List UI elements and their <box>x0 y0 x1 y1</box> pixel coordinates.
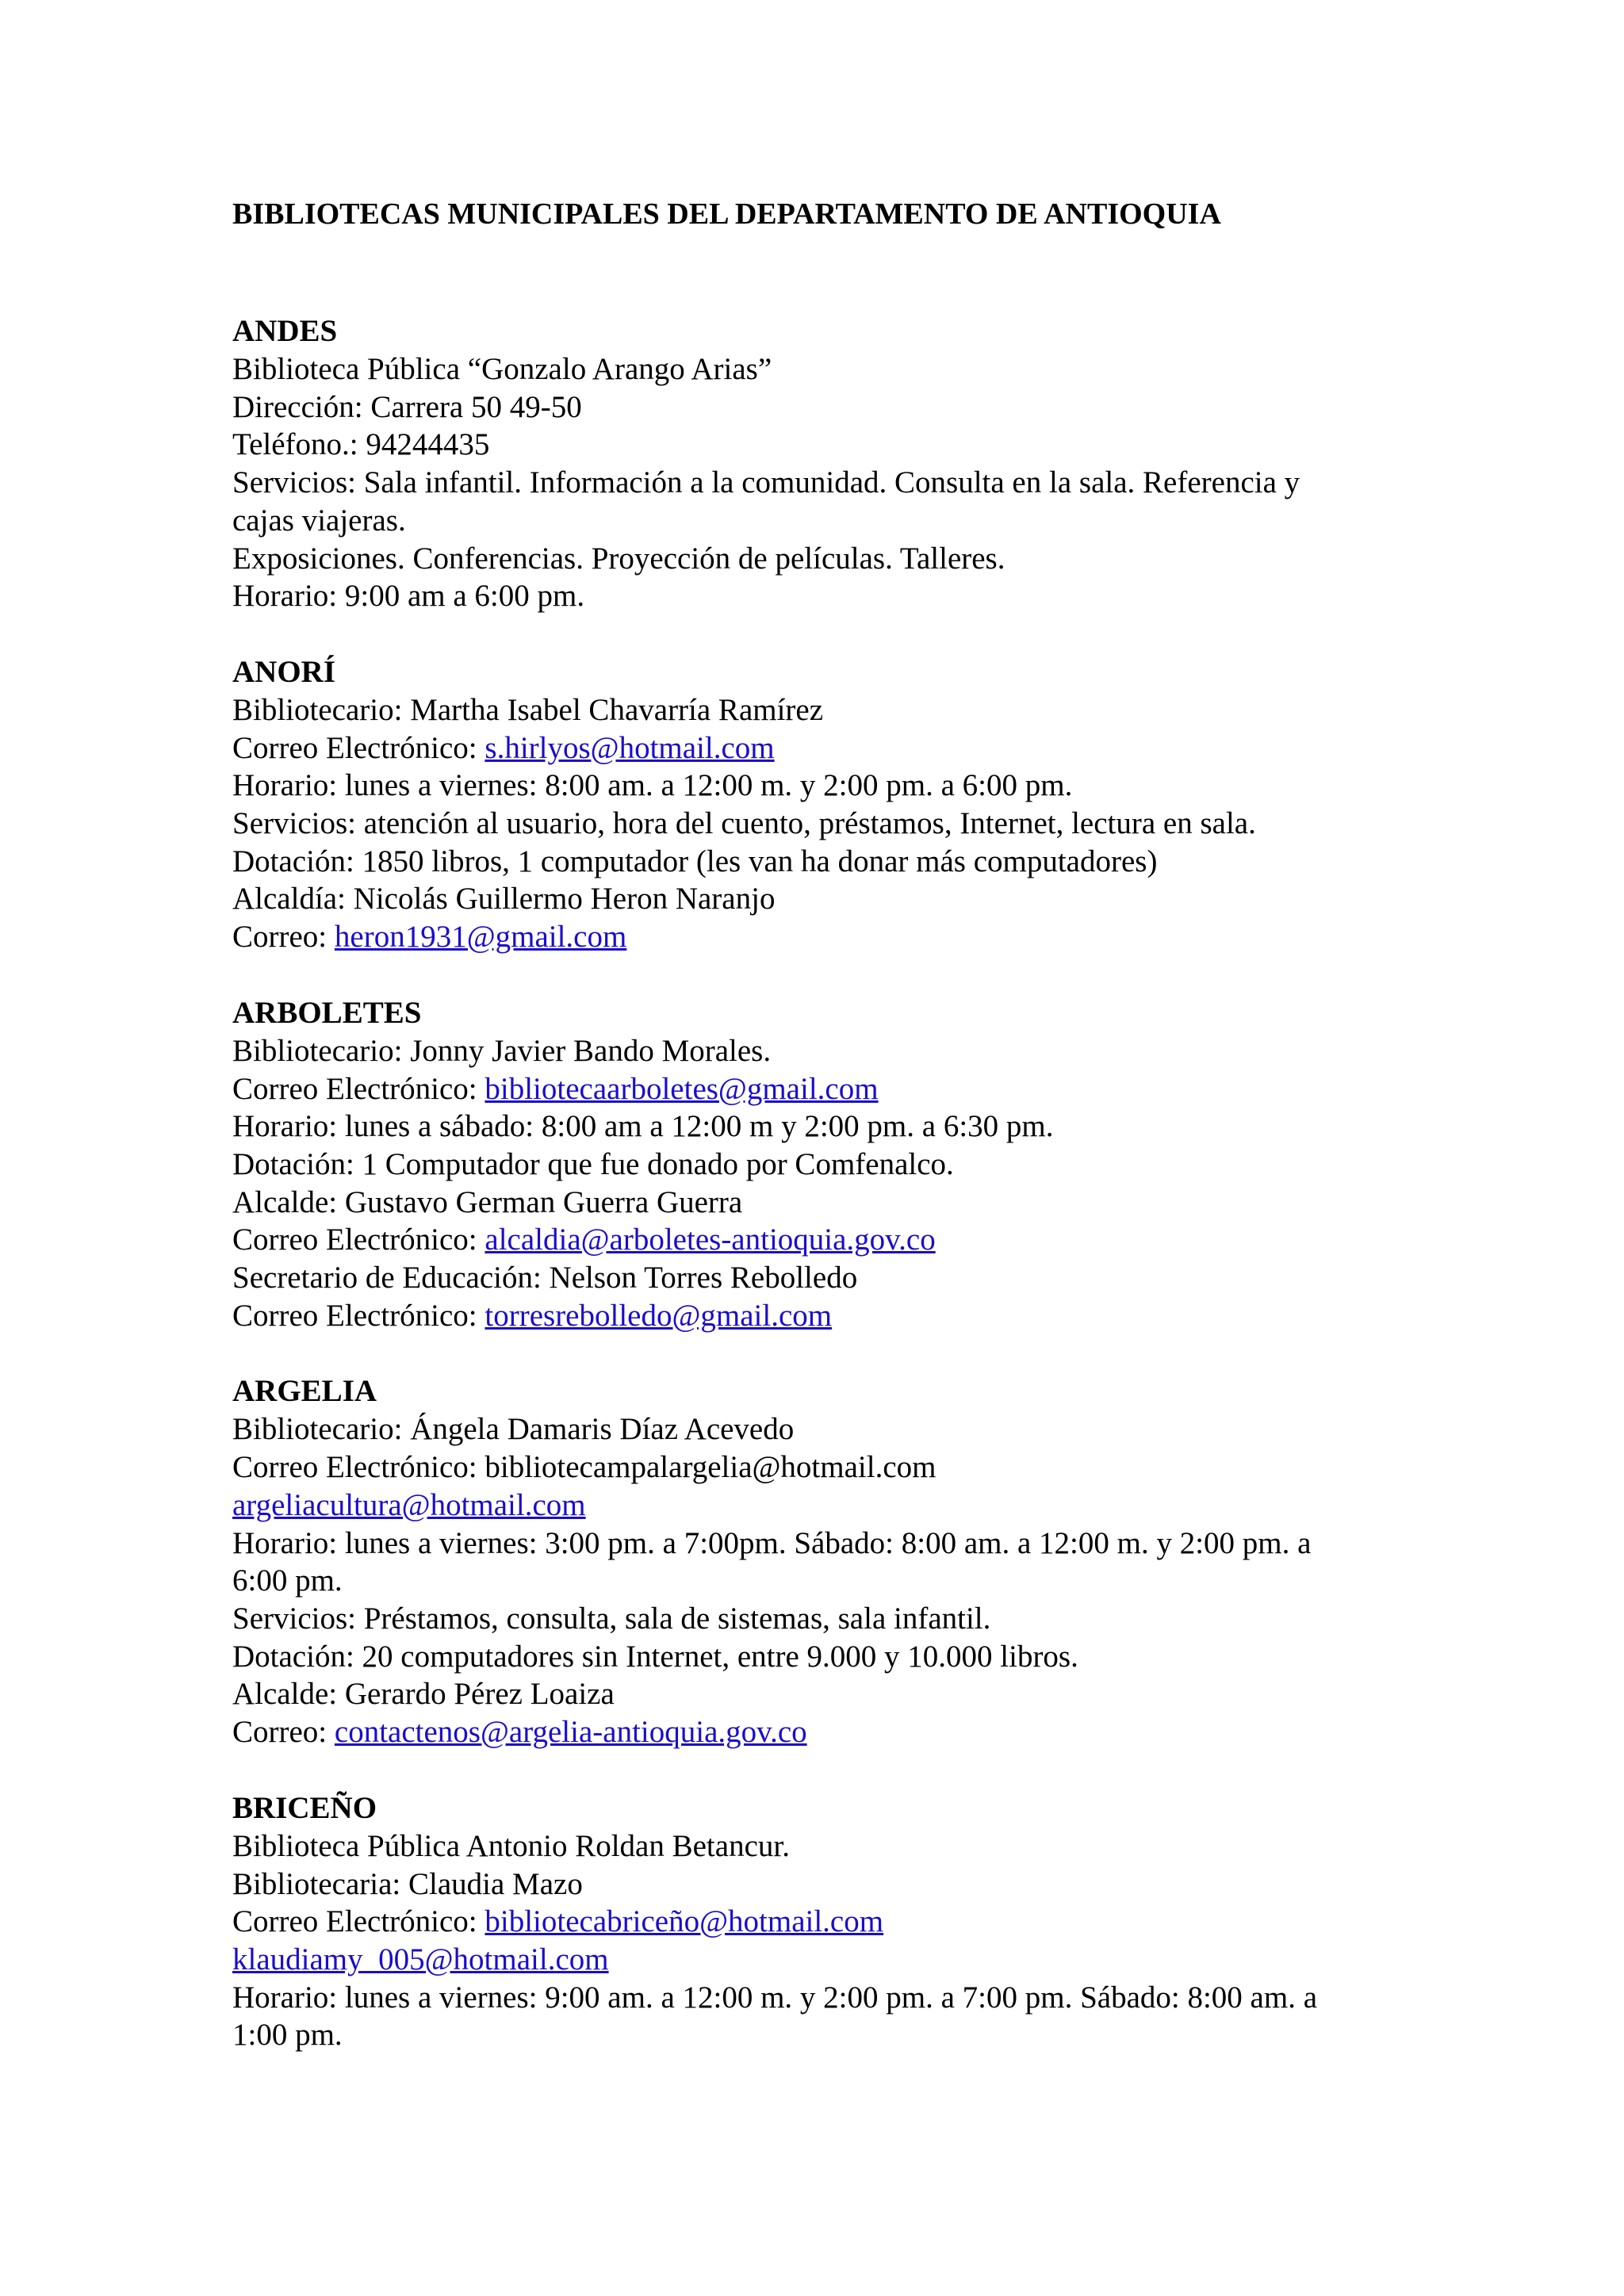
anori-mayor: Alcaldía: Nicolás Guillermo Heron Naranjo <box>232 882 776 916</box>
argelia-mayor-email-line <box>232 1713 1398 1751</box>
anori-mayor-email-label: Correo: <box>232 920 335 955</box>
arboletes-mayor-email-label: Correo Electrónico: <box>232 1223 485 1257</box>
argelia-email-line: Correo Electrónico: bibliotecampalargelia@hotmail.com <box>232 1450 936 1485</box>
anori-schedule: Horario: lunes a viernes: 8:00 am. a 12:00 m. y 2:00 pm. a 6:00 pm. <box>232 768 1073 803</box>
arboletes-email-label: Correo Electrónico: <box>232 1071 485 1106</box>
argelia-librarian: Bibliotecario: Ángela Damaris Díaz Acevedo <box>232 1412 795 1447</box>
argelia-email2-link[interactable]: argeliacultura@hotmail.com <box>232 1487 586 1522</box>
briceno-email2-line <box>232 1941 1398 1979</box>
argelia-mayor-email-link[interactable]: contactenos@argelia-antioquia.gov.co <box>334 1715 807 1750</box>
argelia-mayor-email-label: Correo: <box>232 1715 335 1750</box>
section-anori <box>232 653 1398 956</box>
andes-address: Dirección: Carrera 50 49-50 <box>232 389 582 424</box>
briceno-email-label: Correo Electrónico: <box>232 1904 485 1939</box>
briceno-library-name: Biblioteca Pública Antonio Roldan Betancur. <box>232 1828 790 1863</box>
anori-librarian: Bibliotecario: Martha Isabel Chavarría Ramírez <box>232 692 824 727</box>
arboletes-secretary-email-link[interactable]: torresrebolledo@gmail.com <box>485 1298 833 1333</box>
arboletes-email-line <box>232 1070 1398 1108</box>
argelia-endowment: Dotación: 20 computadores sin Internet, entre 9.000 y 10.000 libros. <box>232 1639 1078 1674</box>
briceno-librarian: Bibliotecaria: Claudia Mazo <box>232 1866 583 1901</box>
arboletes-endowment: Dotación: 1 Computador que fue donado por Comfenalco. <box>232 1146 954 1181</box>
andes-services-cont: cajas viajeras. <box>232 503 406 538</box>
briceno-schedule-cont: 1:00 pm. <box>232 2018 343 2053</box>
section-heading-arboletes: ARBOLETES <box>232 995 422 1030</box>
anori-email-label: Correo Electrónico: <box>232 730 485 765</box>
briceno-email-link[interactable]: bibliotecabriceño@hotmail.com <box>485 1904 884 1939</box>
arboletes-secretary: Secretario de Educación: Nelson Torres Rebolledo <box>232 1261 858 1295</box>
argelia-services: Servicios: Préstamos, consulta, sala de sistemas, sala infantil. <box>232 1601 991 1636</box>
anori-email-link[interactable]: s.hirlyos@hotmail.com <box>485 730 775 765</box>
anori-services: Servicios: atención al usuario, hora del cuento, préstamos, Internet, lectura en sala. <box>232 806 1256 841</box>
arboletes-secretary-email-label: Correo Electrónico: <box>232 1298 485 1333</box>
section-heading-argelia: ARGELIA <box>232 1374 377 1409</box>
andes-services: Servicios: Sala infantil. Información a la comunidad. Consulta en la sala. Referencia y <box>232 465 1300 500</box>
section-arboletes <box>232 994 1398 1335</box>
argelia-mayor: Alcalde: Gerardo Pérez Loaiza <box>232 1677 615 1712</box>
argelia-schedule-cont: 6:00 pm. <box>232 1563 343 1598</box>
document-title: BIBLIOTECAS MUNICIPALES DEL DEPARTAMENTO DE ANTIOQUIA <box>232 197 1221 231</box>
argelia-email2-line <box>232 1487 1398 1525</box>
section-andes <box>232 312 1398 615</box>
section-heading-andes: ANDES <box>232 314 338 348</box>
document-page <box>232 195 1398 2092</box>
anori-mayor-email-line <box>232 918 1398 956</box>
arboletes-mayor-email-line <box>232 1221 1398 1259</box>
argelia-schedule: Horario: lunes a viernes: 3:00 pm. a 7:00pm. Sábado: 8:00 am. a 12:00 m. y 2:00 pm. a <box>232 1525 1312 1560</box>
briceno-email-line <box>232 1903 1398 1941</box>
andes-phone: Teléfono.: 94244435 <box>232 427 490 462</box>
arboletes-mayor-email-link[interactable]: alcaldia@arboletes-antioquia.gov.co <box>485 1223 936 1257</box>
anori-mayor-email-link[interactable]: heron1931@gmail.com <box>334 920 627 955</box>
andes-schedule: Horario: 9:00 am a 6:00 pm. <box>232 579 585 614</box>
briceno-email2-link[interactable]: klaudiamy_005@hotmail.com <box>232 1942 609 1976</box>
section-briceno <box>232 1789 1398 2054</box>
andes-library-name: Biblioteca Pública “Gonzalo Arango Arias” <box>232 352 772 386</box>
section-heading-anori: ANORÍ <box>232 654 336 689</box>
arboletes-mayor: Alcalde: Gustavo German Guerra Guerra <box>232 1184 743 1219</box>
briceno-schedule: Horario: lunes a viernes: 9:00 am. a 12:00 m. y 2:00 pm. a 7:00 pm. Sábado: 8:00 am. a <box>232 1980 1318 2015</box>
arboletes-librarian: Bibliotecario: Jonny Javier Bando Morales. <box>232 1033 772 1068</box>
section-heading-briceno: BRICEÑO <box>232 1790 377 1825</box>
section-argelia <box>232 1372 1398 1751</box>
arboletes-secretary-email-line <box>232 1297 1398 1335</box>
arboletes-email-link[interactable]: bibliotecaarboletes@gmail.com <box>485 1071 879 1106</box>
andes-events: Exposiciones. Conferencias. Proyección de películas. Talleres. <box>232 541 1005 576</box>
anori-endowment: Dotación: 1850 libros, 1 computador (les van ha donar más computadores) <box>232 844 1158 878</box>
arboletes-schedule: Horario: lunes a sábado: 8:00 am a 12:00 m y 2:00 pm. a 6:30 pm. <box>232 1109 1054 1144</box>
anori-email-line <box>232 729 1398 767</box>
